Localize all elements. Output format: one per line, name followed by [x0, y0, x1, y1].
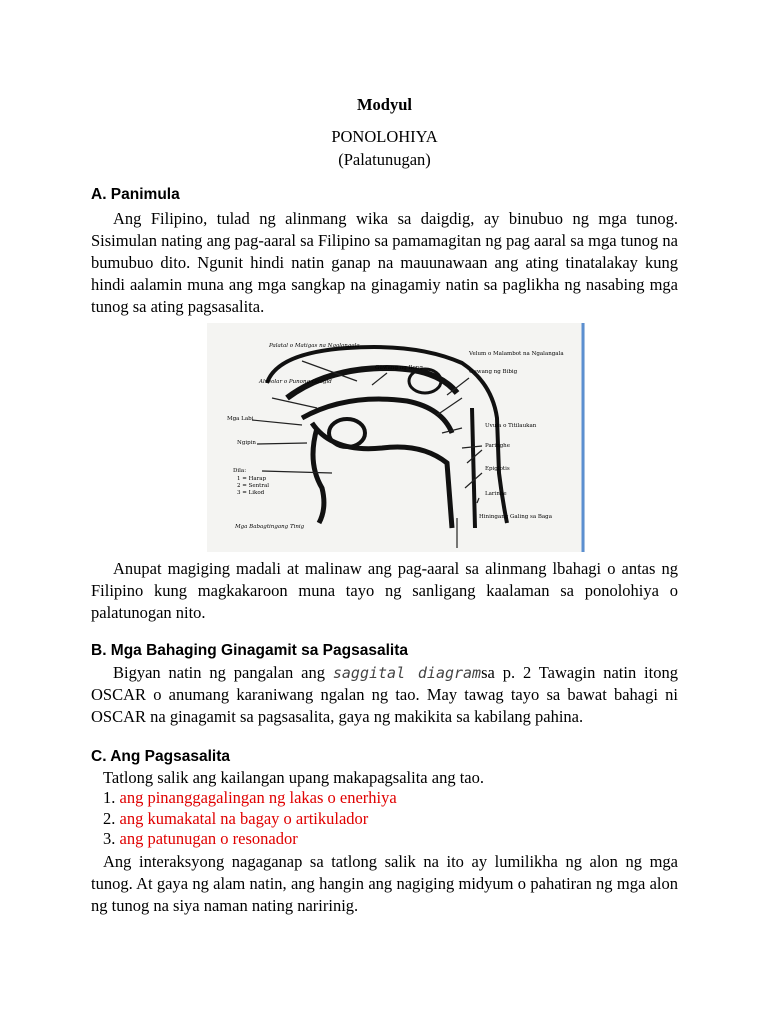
sagittal-diagram: [207, 323, 585, 552]
section-a-text: Ang Filipino, tulad ng alinmang wika sa daigdig, ay binubuo ng mga tunog. Sisimulan nating ang pag-aaral sa Filipino sa pamamagitan ng pag aaral sa mga tunog na bumubuo dito. Ngunit hindi natin ganap na mauunawaan ang ating tinatalakay kung hindi aalamin muna ang mga sangkap na ginagamiy natin sa paglikha ng nasabing mga tunog sa ating pagsasalita.: [91, 209, 678, 316]
section-a-paragraph: [91, 208, 678, 318]
section-b-italic-term: saggital diagram: [332, 664, 482, 682]
list-item-number: 3.: [103, 829, 116, 848]
section-b-text-after: sa p. 2 Tawagin natin itong OSCAR o anumang karaniwang ngalan ng tao. May tawag tayo sa bawat bahagi ni OSCAR na ginagamit sa pagsasalita, gaya ng makikita sa kabilang pahina.: [91, 663, 678, 726]
label-ngipin: Ngipin: [237, 440, 256, 446]
list-item-text: ang pinanggagalingan ng lakas o enerhiya: [119, 788, 397, 807]
subtitle-line-1: PONOLOHIYA: [331, 127, 438, 146]
sagittal-diagram-svg: [207, 323, 585, 552]
list-item: [103, 788, 397, 809]
list-item-number: 2.: [103, 808, 116, 828]
label-epiglotis: Epiglotis: [485, 466, 510, 472]
section-c-heading: C. Ang Pagsasalita: [91, 748, 230, 765]
list-item: [103, 829, 397, 850]
list-item-text: ang kumakatal na bagay o artikulador: [119, 808, 369, 828]
section-a-heading: A. Panimula: [91, 186, 180, 203]
list-item-text: ang patunugan o resonador: [119, 829, 298, 848]
section-c-intro: Tatlong salik ang kailangan upang makapagsalita ang tao.: [103, 768, 484, 787]
label-velum: Velum o Malambot na Ngalangala: [469, 351, 564, 357]
label-dila-1: 1 = Harap: [237, 476, 267, 482]
document-subtitle: [91, 125, 678, 171]
list-item-number: 1.: [103, 788, 116, 807]
section-b-paragraph: [91, 662, 678, 728]
label-guwang-bibig: Guwang ng Bibig: [469, 369, 518, 375]
label-guwang-ilong: Guwang ng Ilong: [375, 365, 423, 371]
label-dila-3: 3 = Likod: [237, 490, 265, 496]
label-dila-2: 2 = Sentral: [237, 483, 270, 489]
label-dila: Dila:: [233, 468, 247, 474]
label-palatal: Palatal o Matigas na Ngalangala: [269, 343, 360, 349]
subtitle-line-2: (Palatunugan): [338, 150, 431, 169]
label-alveolar: Alveolar o Punong Gilagid: [259, 379, 332, 385]
after-diagram-text: Anupat magiging madali at malinaw ang pag-aaral sa alinmang lbahagi o antas ng Filipino kung magkakaroon muna tayo ng sanligang kaalaman sa ponolohiya o palatunogan nito.: [91, 559, 678, 622]
section-b-heading: B. Mga Bahaging Ginagamit sa Pagsasalita: [91, 642, 408, 659]
after-diagram-paragraph: [91, 558, 678, 624]
section-c-closing-text: Ang interaksyong nagaganap sa tatlong salik na ito ay lumilikha ng alon ng mga tunog. At gaya ng alam natin, ang hangin ang nagiging midyum o pahatiran ng mga alon ng tunog na siya naman nating naririnig.: [91, 852, 678, 915]
section-c-closing: [91, 851, 678, 917]
section-c-list: [103, 788, 397, 850]
document-title: Modyul: [356, 95, 412, 114]
label-paringhe: Paringhe: [485, 443, 510, 449]
label-larinhe: Larinhe: [485, 491, 507, 497]
list-item: [103, 809, 397, 830]
label-uvula: Uvula o Titilaukan: [485, 423, 537, 429]
label-babagtingan: Mga Babagtingang Tinig: [235, 524, 305, 530]
label-labi: Mga Labi: [227, 416, 254, 422]
section-b-text-before: Bigyan natin ng pangalan ang: [113, 663, 333, 682]
label-hininga: Hiningang Galing sa Baga: [479, 514, 552, 520]
